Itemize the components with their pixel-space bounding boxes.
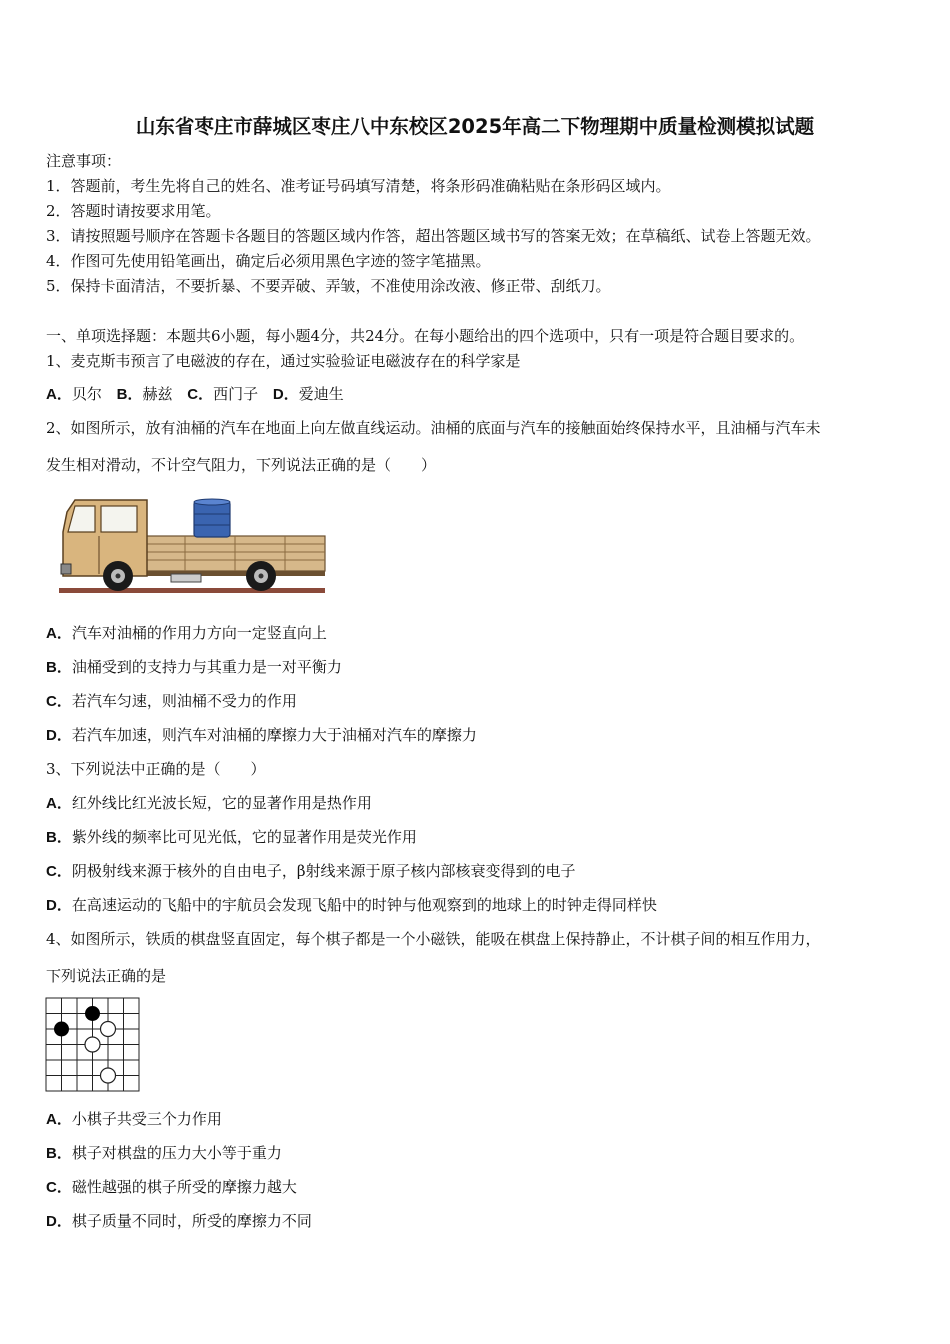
question-3-option [46, 895, 657, 916]
question-2-option [46, 691, 297, 712]
question-1-options [46, 384, 344, 405]
option-text: 棋子质量不同时，所受的摩擦力不同 [71, 1212, 312, 1230]
question-4-stem: 4、如图所示，铁质的棋盘竖直固定，每个棋子都是一个小磁铁，能吸在棋盘上保持静止，不计棋子间的相互作用力， [46, 930, 821, 948]
ground [59, 588, 325, 593]
option-letter: A． [46, 1111, 72, 1128]
notice-item: 4．作图可先使用铅笔画出，确定后必须用黑色字迹的签字笔描黑。 [46, 252, 491, 270]
option-letter: D． [46, 897, 72, 914]
question-4-option [46, 1211, 312, 1232]
option-text: 紫外线的频率比可见光低，它的显著作用是荧光作用 [71, 828, 417, 846]
page-title: 山东省枣庄市薛城区枣庄八中东校区2025年高二下物理期中质量检测模拟试题 [135, 115, 815, 138]
option-letter: B． [46, 1145, 72, 1162]
option-text: 红外线比红光波长短，它的显著作用是热作用 [71, 794, 372, 812]
option-text: 爱迪生 [298, 385, 344, 403]
notice-item: 3．请按照题号顺序在答题卡各题目的答题区域内作答，超出答题区域书写的答案无效；在草稿纸、试卷上答题无效。 [46, 227, 821, 245]
option-letter: A． [46, 795, 72, 812]
option-text: 西门子 [213, 385, 259, 403]
question-2-option [46, 725, 477, 746]
black-piece [54, 1022, 69, 1037]
option-letter: D． [46, 727, 72, 744]
question-2-option [46, 657, 342, 678]
notice-item: 2．答题时请按要求用笔。 [46, 202, 221, 220]
question-4-option [46, 1177, 297, 1198]
option-letter: A． [46, 625, 72, 642]
option-text: 阴极射线来源于核外的自由电子，β射线来源于原子核内部核衰变得到的电子 [71, 862, 576, 880]
truck-with-oil-drum-figure [55, 492, 330, 602]
question-3-option [46, 793, 372, 814]
option-letter: C． [46, 863, 72, 880]
chessboard-figure [44, 996, 142, 1094]
option-letter: A． [46, 386, 72, 403]
option-text: 汽车对油桶的作用力方向一定竖直向上 [71, 624, 327, 642]
question-2-stem: 发生相对滑动，不计空气阻力，下列说法正确的是（ ） [46, 456, 437, 474]
question-4-option [46, 1143, 282, 1164]
question-4-option [46, 1109, 222, 1130]
option-letter: B． [46, 659, 72, 676]
question-3-option [46, 861, 576, 882]
question-2-stem: 2、如图所示，放有油桶的汽车在地面上向左做直线运动。油桶的底面与汽车的接触面始终保持水平，且油桶与汽车未 [46, 419, 821, 437]
question-1-stem: 1、麦克斯韦预言了电磁波的存在，通过实验验证电磁波存在的科学家是 [46, 352, 521, 370]
option-letter: D． [46, 1213, 72, 1230]
white-piece [85, 1037, 100, 1052]
option-letter: C． [46, 693, 72, 710]
option-letter: C． [46, 1179, 72, 1196]
option-text: 棋子对棋盘的压力大小等于重力 [71, 1144, 282, 1162]
notice-header: 注意事项： [46, 152, 122, 170]
option-letter: C． [187, 386, 214, 403]
option-letter: B． [46, 829, 72, 846]
oil-drum [194, 501, 230, 537]
question-4-stem: 下列说法正确的是 [46, 967, 167, 985]
option-letter: B． [116, 386, 143, 403]
option-text: 赫兹 [142, 385, 173, 403]
white-piece [101, 1022, 116, 1037]
option-text: 若汽车匀速，则油桶不受力的作用 [71, 692, 297, 710]
black-piece [85, 1006, 100, 1021]
notice-item: 1．答题前，考生先将自己的姓名、准考证号码填写清楚，将条形码准确粘贴在条形码区域内。 [46, 177, 671, 195]
option-text: 若汽车加速，则汽车对油桶的摩擦力大于油桶对汽车的摩擦力 [71, 726, 477, 744]
option-text: 小棋子共受三个力作用 [71, 1110, 222, 1128]
question-2-option [46, 623, 327, 644]
white-piece [101, 1068, 116, 1083]
option-text: 贝尔 [71, 385, 102, 403]
option-text: 油桶受到的支持力与其重力是一对平衡力 [71, 658, 342, 676]
option-text: 磁性越强的棋子所受的摩擦力越大 [71, 1178, 297, 1196]
section-heading: 一、单项选择题：本题共6小题，每小题4分，共24分。在每小题给出的四个选项中，只有一项是符合题目要求的。 [46, 327, 805, 345]
option-letter: D． [272, 386, 299, 403]
notice-item: 5．保持卡面清洁，不要折暴、不要弄破、弄皱，不准使用涂改液、修正带、刮纸刀。 [46, 277, 611, 295]
question-3-option [46, 827, 417, 848]
question-3-stem: 3、下列说法中正确的是（ ） [46, 760, 266, 778]
truck-bed [143, 536, 325, 571]
option-text: 在高速运动的飞船中的宇航员会发现飞船中的时钟与他观察到的地球上的时钟走得同样快 [71, 896, 657, 914]
